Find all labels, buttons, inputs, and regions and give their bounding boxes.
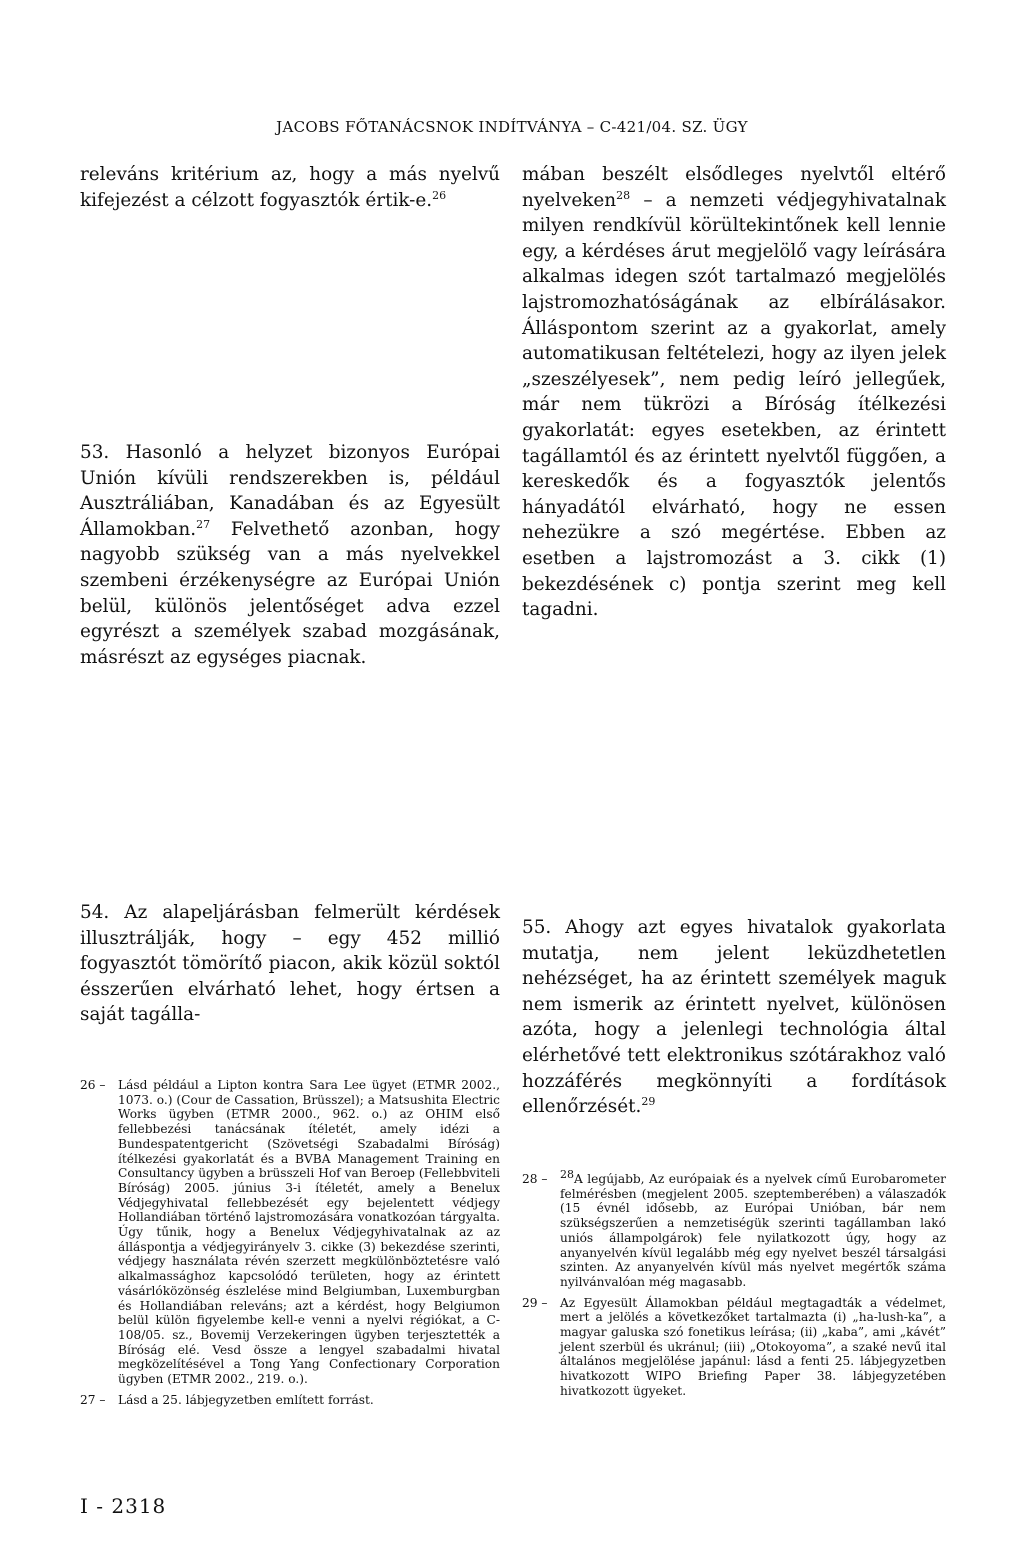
continuation-text-a: mában beszélt elsődleges nyelvtől eltérő nyelveken xyxy=(522,164,946,211)
footnote-body: A legújabb, Az európaiak és a nyelvek című Eurobarometer felmérésben (megjelent 2005. szeptemberében) a válaszadók (15 évnél idősebb, az Európai Unióban, bár nem szükségszerűen a nemzetiségük szerinti tagállamban lakó uniós állampolgárok) fele nyilatkozott úgy, hogy az anyanyelvén kívül legalább még egy nyelvet beszél társalgási szinten. Az anyanyelvén kívül más nyelvet megértők száma nyilvánvalóan még magasabb. xyxy=(560,1172,946,1289)
running-header: JACOBS FŐTANÁCSNOK INDÍTVÁNYA – C-421/04. SZ. ÜGY xyxy=(276,118,748,136)
footnote-28 xyxy=(522,1167,946,1290)
footnote-ref-29[interactable]: 29 xyxy=(641,1095,656,1109)
continuation-text-b: – a nemzeti védjegyhivatalnak milyen rendkívül körültekintőnek kell lennie egy, a kérdéses árut megjelölő vagy leírására alkalmas idegen szót tartalmazó megjelölés lajstromozhatóságának az elbírálásakor. Álláspontom szerint az a gyakorlat, amely automatikusan feltételezi, hogy az ilyen jelek „szeszélyesek”, nem pedig leíró jellegűek, már nem tükrözi a Bíróság ítélkezési gyakorlatát: egyes esetekben, az érintett tagállamtól és az érintett nyelvtől függően, a kereskedők és a fogyasztók jelentős hányadától elvárható, hogy ne essen nehezükre a szó megértése. Ebben az esetben a lajstromozást a 3. cikk (1) bekezdésének c) pontja szerint meg kell tagadni. xyxy=(522,189,946,621)
footnote-number: 26 – xyxy=(80,1078,106,1092)
footnote-29 xyxy=(522,1296,946,1399)
paragraph-55 xyxy=(522,915,946,1120)
para-55-text: 55. Ahogy azt egyes hivatalok gyakorlata mutatja, nem jelent leküzdhetetlen nehézséget, ha az érintett személyek maguk nem ismerik az érintett nyelvet, különösen azóta, hogy a jelenlegi technológia által elérhetővé tett elektronikus szótárakhoz való hozzáférés megkönnyíti a fordítások ellenőrzését. xyxy=(522,917,946,1118)
para-54-text: 54. Az alapeljárásban felmerült kérdések illusztrálják, hogy – egy 452 millió fogyasztót tömörítő piacon, akik közül soktól ésszerűen elvárható lehet, hogy értsen a saját tagálla- xyxy=(80,902,500,1026)
footnotes-left xyxy=(80,1078,500,1413)
footnote-inline-ref: 28 xyxy=(560,1167,574,1181)
footnote-number: 28 – xyxy=(522,1172,548,1186)
footnote-ref-28[interactable]: 28 xyxy=(616,188,631,202)
paragraph-53 xyxy=(80,440,500,670)
left-intro-paragraph xyxy=(80,162,500,213)
footnote-text: Az Egyesült Államokban például megtagadták a védelmet, mert a jelölés a következőket tartalmazta (i) „ha-lush-ka”, a magyar galuska szó fonetikus leírása; (ii) „kaba”, ami „kávét” jelent szerbül és ukránul; (iii) „Otokoyoma”, a szaké nevű ital általános megjelölése japánul: lásd a fenti 25. lábjegyzetben hivatkozott WIPO Briefing Paper 38. lábjegyzetében hivatkozott ügyeket. xyxy=(560,1295,946,1398)
footnote-27 xyxy=(80,1393,500,1408)
footnote-text: Lásd például a Lipton kontra Sara Lee ügyet (ETMR 2002., 1073. o.) (Cour de Cassation, Brüsszel); a Matsushita Electric Works ügyben (ETMR 2000., 962. o.) az OHIM első fellebbezési tanácsának ítéletét, amely idézi a Bundespatentgericht (Szövetségi Szabadalmi Bíróság) ítélkezési gyakorlatát és a BVBA Management Training en Consultancy ügyben a brüsszeli Hof van Beroep (Fellebbviteli Bíróság) 2005. június 3-i ítéletét, amely a Benelux Védjegyhivatal fellebbezését egy bejelentett védjegy Hollandiában történő lajstromozására vonatkozóan tárgyalta. Úgy tűnik, hogy a Benelux Védjegyhivatalnak az az álláspontja a védjegyirányelv 3. cikke (3) bekezdése szerinti, védjegy használata révén szerzett megkülönböztetésre való alkalmassághoz kapcsolódó területen, hogy az érintett vásárlóközönség észlelése mind Belgiumban, Luxemburgban és Hollandiában releváns; azt a kérdést, hogy Belgiumon belül külön figyelembe kell-e venni a nyelvi régiókat, a C-108/05. sz., Bovemij Verzekeringen ügyben terjesztették a Bíróság elé. Vesd össze a lengyel szabadalmi hivatal megközelítésével a Tong Yang Confectionary Corporation ügyben (ETMR 2002., 219. o.). xyxy=(118,1078,500,1387)
footnote-text: Lásd a 25. lábjegyzetben említett forrást. xyxy=(118,1392,374,1407)
right-continuation-paragraph xyxy=(522,162,946,623)
footnotes-right xyxy=(522,1167,946,1405)
footnote-number: 29 – xyxy=(522,1295,548,1310)
intro-text: releváns kritérium az, hogy a más nyelvű kifejezést a célzott fogyasztók értik-e. xyxy=(80,164,500,211)
page-number: I - 2318 xyxy=(80,1494,167,1518)
para-53-text-a: 53. Hasonló a helyzet bizonyos Európai Unión kívüli rendszerekben is, például Ausztráliában, Kanadában és az Egyesült Államokban. xyxy=(80,442,500,540)
footnote-26 xyxy=(80,1078,500,1387)
footnote-ref-27[interactable]: 27 xyxy=(196,517,211,531)
para-53-text-b: Felvethető azonban, hogy nagyobb szükség van a más nyelvekkel szembeni érzékenységre az Európai Unión belül, különös jelentőséget adva ezzel egyrészt a személyek szabad mozgásának, másrészt az egységes piacnak. xyxy=(80,518,500,668)
footnote-number: 27 – xyxy=(80,1392,106,1407)
footnote-ref-26[interactable]: 26 xyxy=(432,188,447,202)
paragraph-54 xyxy=(80,900,500,1028)
footnote-text xyxy=(560,1167,946,1290)
